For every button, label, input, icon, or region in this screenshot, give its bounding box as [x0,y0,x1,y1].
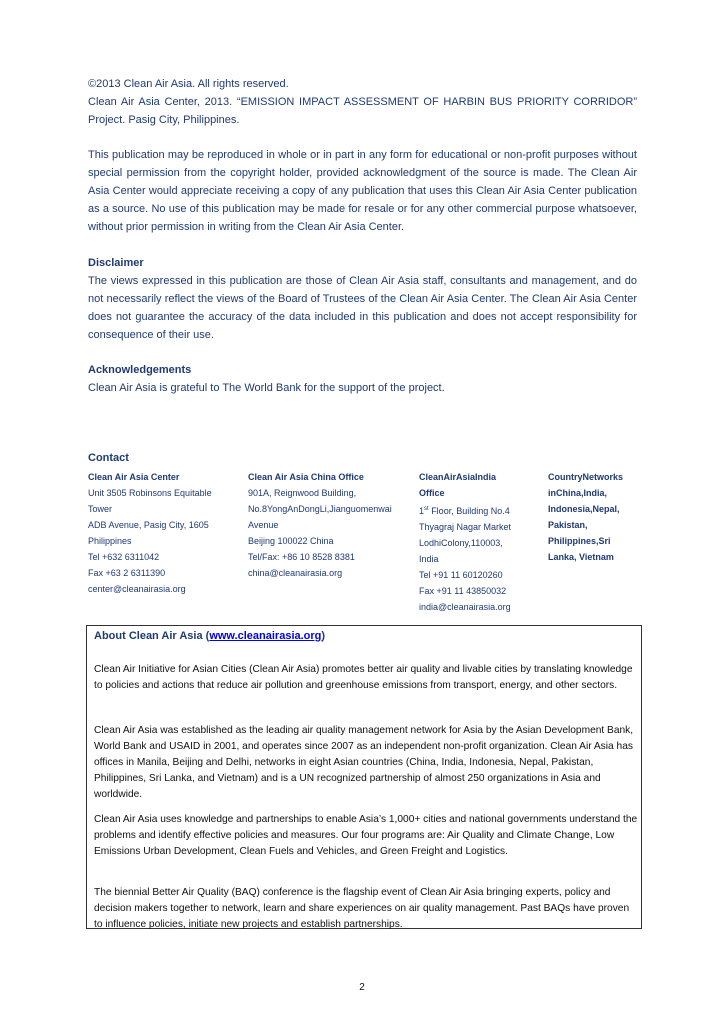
contact-heading: Contact [88,452,129,464]
center-address-line: ADB Avenue, Pasig City, 1605 [88,520,209,530]
center-address-line: Unit 3505 Robinsons Equitable [88,488,212,498]
india-tel: Tel +91 11 60120260 [419,570,503,580]
india-address-line: LodhiColony,110003, [419,538,503,548]
disclaimer-heading: Disclaimer [88,257,144,269]
india-email: india@cleanairasia.org [419,602,511,612]
india-fax: Fax +91 11 43850032 [419,586,507,596]
copyright-line: ©2013 Clean Air Asia. All rights reserved. [88,78,289,90]
website-link[interactable]: www.cleanairasia.org [209,630,322,642]
networks-line: Philippines,Sri [548,536,611,546]
china-address-line: No.8YongAnDongLi,Jianguomenwai [248,504,392,514]
india-address-line: Thyagraj Nagar Market [419,522,512,532]
china-address-line: Beijing 100022 China [248,536,334,546]
about-box [86,625,642,929]
china-address-line: Avenue [248,520,279,530]
acknowledgements-heading: Acknowledgements [88,364,192,376]
india-name: CleanAirAsiaIndia [419,472,497,482]
acknowledgements-text: Clean Air Asia is grateful to The World Bank for the support of the project. [88,382,445,394]
page-number: 2 [359,982,365,993]
china-name: Clean Air Asia China Office [248,472,364,482]
networks-line: Pakistan, [548,520,588,530]
china-address-line: 901A, Reignwood Building, [248,488,357,498]
about-paragraph: The biennial Better Air Quality (BAQ) conference is the flagship event of Clean Air Asia bringing experts, policy and decision makers together to network, learn and share experiences on air quality management. Past BAQs have proven to influence policies, initiate new projects and establish partnerships. [94,887,630,930]
networks-line: CountryNetworks [548,472,624,482]
networks-line: Indonesia,Nepal, [548,504,620,514]
india-address-line: India [419,554,439,564]
citation-text: Clean Air Asia Center, 2013. “EMISSION IMPACT ASSESSMENT OF HARBIN BUS PRIORITY CORRIDOR” Project. Pasig City, Philippines. [88,96,637,126]
permission-paragraph: This publication may be reproduced in whole or in part in any form for educational or non-profit purposes without special permission from the copyright holder, provided acknowledgment of the source is made. The Clean Air Asia Center would appreciate receiving a copy of any publication that uses this Clean Air Asia Center publication as a source. No use of this publication may be made for resale or for any other commercial purpose whatsoever, without prior permission in writing from the Clean Air Asia Center. [88,149,637,233]
center-name: Clean Air Asia Center [88,472,180,482]
center-address-line: Philippines [88,536,132,546]
disclaimer-text: The views expressed in this publication are those of Clean Air Asia staff, consultants and management, and do not necessarily reflect the views of the Board of Trustees of the Clean Air Asia Center. The Clean Air Asia Center does not guarantee the accuracy of the data included in this publication and does not accept responsibility for consequence of their use. [88,275,637,341]
center-tel: Tel +632 6311042 [88,552,160,562]
china-email: china@cleanairasia.org [248,568,343,578]
contact-india [419,469,537,615]
about-title: About Clean Air Asia (www.cleanairasia.org) [94,630,326,642]
contact-center [88,469,236,597]
china-tel-fax: Tel/Fax: +86 10 8528 8381 [248,552,355,562]
about-paragraph: Clean Air Asia was established as the leading air quality management network for Asia by the Asian Development Bank, World Bank and USAID in 2001, and operates since 2007 as an independent non-profit organization. Clean Air Asia has offices in Manila, Beijing and Delhi, networks in eight Asian countries (China, India, Indonesia, Nepal, Pakistan, Philippines, Sri Lanka, and Vietnam) and is a UN recognized partnership of almost 250 organizations in Asia and worldwide. [94,725,634,800]
center-email: center@cleanairasia.org [88,584,186,594]
center-fax: Fax +63 2 6311390 [88,568,166,578]
about-paragraph: Clean Air Asia uses knowledge and partnerships to enable Asia’s 1,000+ cities and national governments understand the problems and identify effective policies and measures. Our four programs are: Air Quality and Climate Change, Low Emissions Urban Development, Clean Fuels and Vehicles, and Green Freight and Logistics. [94,814,638,857]
contact-china [248,469,408,581]
india-address-line: 1st Floor, Building No.4 [419,506,510,516]
center-address-line: Tower [88,504,113,514]
networks-line: Lanka, Vietnam [548,552,614,562]
india-name-line2: Office [419,488,445,498]
about-paragraph: Clean Air Initiative for Asian Cities (Clean Air Asia) promotes better air quality and livable cities by translating knowledge to policies and actions that reduce air pollution and greenhouse emissions from transport, energy, and other sectors. [94,664,633,691]
contact-networks [548,469,638,565]
networks-line: inChina,India, [548,488,608,498]
